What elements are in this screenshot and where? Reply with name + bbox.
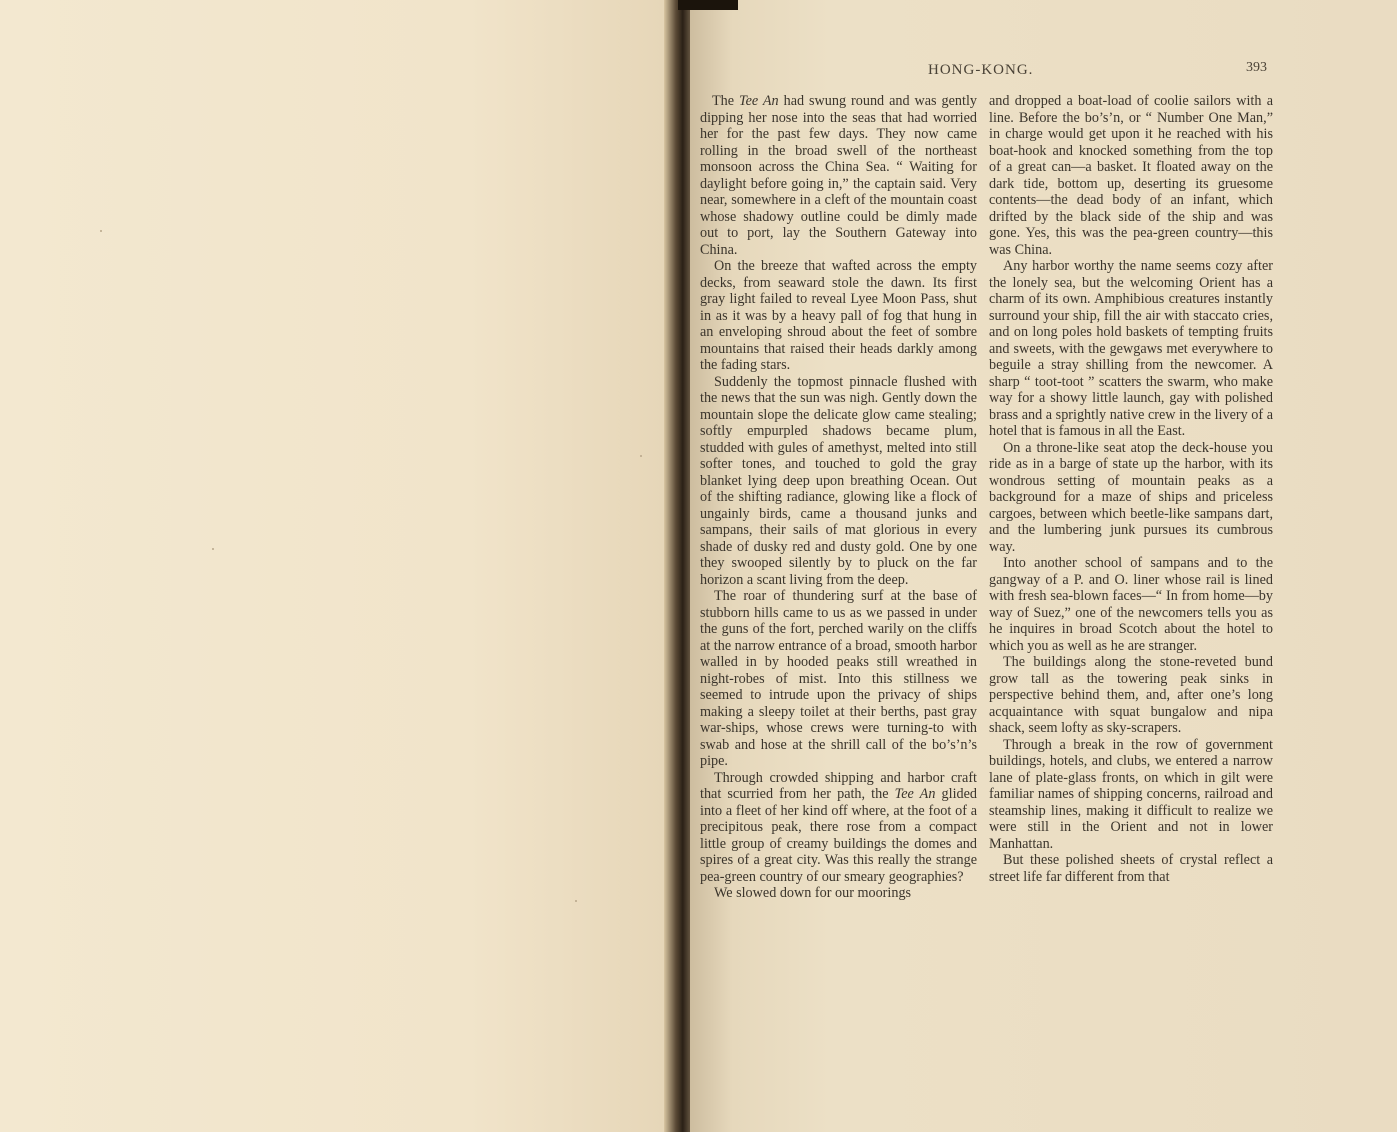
paragraph: But these polished sheets of crystal reflect a street life far different from that — [989, 852, 1273, 885]
paper-speck — [212, 548, 214, 550]
paragraph: The roar of thundering surf at the base of stubborn hills came to us as we passed in under the guns of the fort, perched warily on the cliffs at the narrow entrance of a broad, smooth harbor walled in by hooded peaks still wreathed in night-robes of mist. Into this stillness we seemed to intrude upon the privacy of ships making a sleepy toilet at their berths, past gray war-ships, whose crews were turning-to with swab and hose at the shrill call of the bo’s’n’s pipe. — [700, 588, 977, 769]
text-column-right — [989, 93, 1273, 885]
paragraph: and dropped a boat-load of coolie sailors with a line. Before the bo’s’n, or “ Number One Man,” in charge would get upon it he reached with his boat-hook and knocked something from the top of a great can—a basket. It floated away on the dark tide, bottom up, deserting its gruesome contents—the dead body of an infant, which drifted by the black side of the ship and was gone. Yes, this was the pea-green country—this was China. — [989, 93, 1273, 258]
paragraph: Through a break in the row of government buildings, hotels, and clubs, we entered a narrow lane of plate-glass fronts, on which in gilt were familiar names of shipping concerns, railroad and steamship lines, making it difficult to realize we were still in the Orient and not in lower Manhattan. — [989, 736, 1273, 852]
paper-speck — [575, 900, 577, 902]
ship-name: Tee An — [894, 786, 936, 802]
paragraph: Suddenly the topmost pinnacle flushed with the news that the sun was nigh. Gently down the mountain slope the delicate glow came stealing; softly empurpled shadows became plum, studded with gules of amethyst, melted into still softer tones, and touched to gold the gray blanket lying deep upon breathing Ocean. Out of the shifting radiance, glowing like a flock of ungainly birds, came a thousand junks and sampans, their sails of mat glorious in every shade of dusky red and dusty gold. One by one they swooped silently by to pluck on the far horizon a scant living from the deep. — [700, 373, 977, 588]
ship-name: Tee An — [739, 93, 779, 109]
paragraph: On a throne-like seat atop the deck-house you ride as in a barge of state up the harbor, with its wondrous setting of mountain peaks as a background for a maze of ships and priceless cargoes, between which beetle-like sampans dart, and the lumbering junk pursues its cumbrous way. — [989, 439, 1273, 555]
paragraph: On the breeze that wafted across the empty decks, from seaward stole the dawn. Its first gray light failed to reveal Lyee Moon Pass, shut in as it was by a heavy pall of fog that hung in an enveloping shroud about the feet of sombre mountains that raised their heads darkly among the fading stars. — [700, 258, 977, 373]
page-top-shadow — [678, 0, 738, 10]
text-column-left — [700, 93, 977, 902]
page-number: 393 — [1246, 60, 1267, 75]
paper-speck — [100, 230, 102, 232]
paragraph: Into another school of sampans and to the gangway of a P. and O. liner whose rail is lined with fresh sea-blown faces—“ In from home—by way of Suez,” one of the newcomers tells you as he inquires in broad Scotch about the hotel to which you as well as he are stranger. — [989, 555, 1273, 654]
paragraph: The Tee An had swung round and was gently dipping her nose into the seas that had worried her for the past few days. They now came rolling in the broad swell of the northeast monsoon across the China Sea. “ Waiting for daylight before going in,” the captain said. Very near, somewhere in a cleft of the mountain coast whose shadowy outline could be dimly made out to port, lay the Southern Gateway into China. — [700, 93, 977, 258]
paper-speck — [640, 455, 642, 457]
running-title: HONG-KONG. — [928, 62, 1034, 78]
paragraph: The buildings along the stone-reveted bund grow tall as the towering peak sinks in perspective behind them, and, after one’s long acquaintance with squat bungalow and nipa shack, seem lofty as sky-scrapers. — [989, 654, 1273, 736]
paragraph: Through crowded shipping and harbor craft that scurried from her path, the Tee An glided into a fleet of her kind off where, at the foot of a precipitous peak, there rose from a compact little group of creamy buildings the domes and spires of a great city. Was this really the strange pea-green country of our smeary geographies? — [700, 769, 977, 885]
paragraph: We slowed down for our moorings — [714, 885, 912, 901]
paragraph: Any harbor worthy the name seems cozy after the lonely sea, but the welcoming Orient has a charm of its own. Amphibious creatures instantly surround your ship, fill the air with staccato cries, and on long poles hold baskets of tempting fruits and sweets, with the gewgaws met everywhere to beguile a stray shilling from the newcomer. A sharp “ toot-toot ” scatters the swarm, who make way for a showy little launch, gay with polished brass and a sprightly native crew in the livery of a hotel that is famous in all the East. — [989, 258, 1273, 439]
left-page-blank — [0, 0, 668, 1132]
